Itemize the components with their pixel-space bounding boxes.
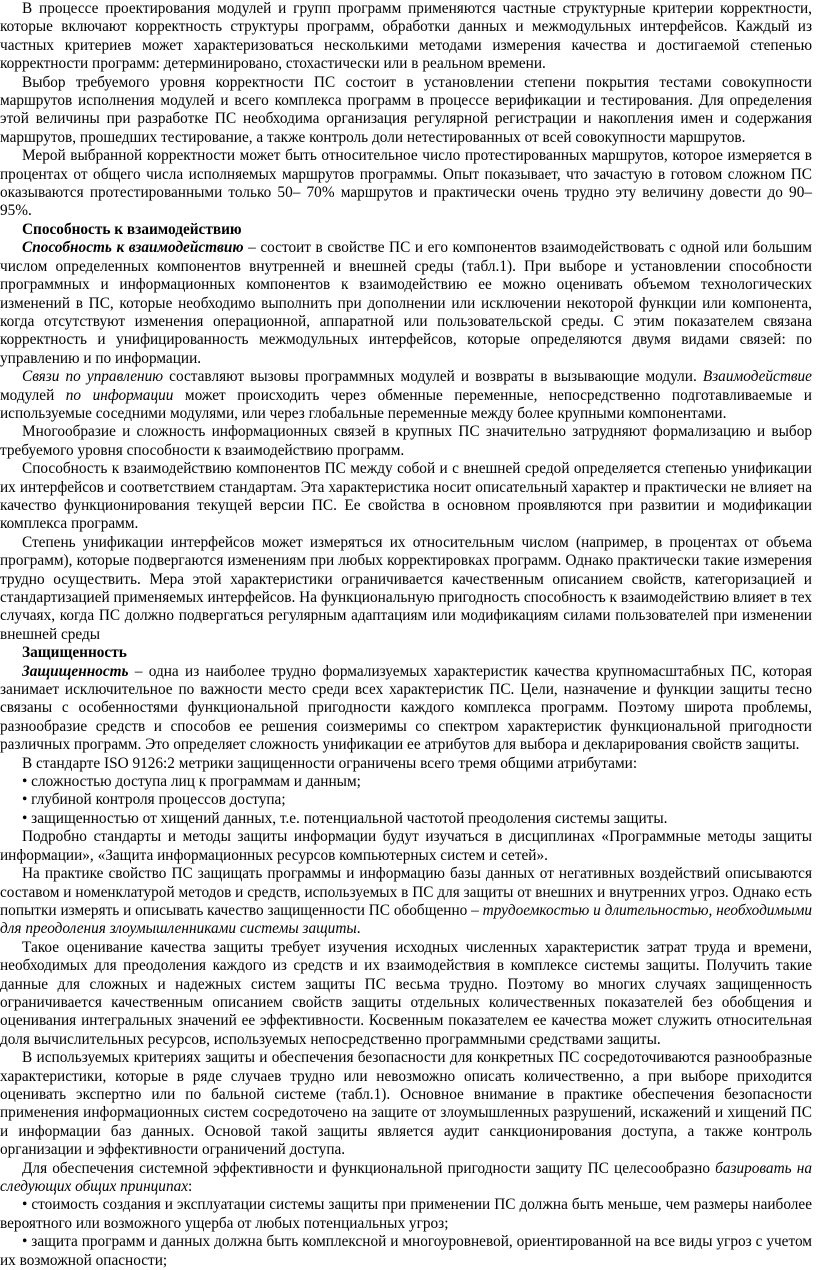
paragraph-security-practice-text: На практике свойство ПС защищать программы и информацию базы данных от негативных воздействий описываются составом и номенклатурой методов и средств, используемых в ПС для защиты от внешних и внутренних угроз. Однако есть попытки измерять и описывать качество защищенности ПС обобщенно – xyxy=(0,865,812,919)
term-interaction-word: Взаимодействие xyxy=(702,368,812,386)
term-interaction: Способность к взаимодействию xyxy=(22,239,244,257)
list-item: • защищенностью от хищений данных, т.е. потенциальной частотой преодоления системы защиты. xyxy=(22,809,668,827)
paragraph-correctness-measure: Мерой выбранной корректности может быть относительное число протестированных маршрутов, которое измеряется в процентах от общего числа исполняемых маршрутов программы. Опыт показывает, что зачастую в готовом сложном ПС оказываются протестированными только 50– 70% маршрутов и практически очень трудно эту величину довести до 90– 95%. xyxy=(0,147,812,220)
paragraph-security-practice xyxy=(0,865,812,939)
paragraph-information-links: Многообразие и сложность информационных связей в крупных ПС значительно затрудняют формализацию и выбор требуемого уровня способности к взаимодействию программ. xyxy=(0,423,812,459)
paragraph-security-definition-text: – одна из наиболее трудно формализуемых характеристик качества крупномасштабных ПС, которая занимает исключительное по важности место среди всех характеристик ПС. Цели, назначение и функции защиты тесно связаны с особенностями функциональной пригодности каждого комплекса программ. Поэтому широта проблемы, разнообразие средств и способов ее решения соизмеримы со спектром характеристик функциональной пригодности различных программ. Это определяет сложность унификации ее атрибутов для выбора и декларирования свойств защиты. xyxy=(0,662,812,754)
list-item: • сложностью доступа лиц к программам и данным; xyxy=(22,773,361,791)
paragraph-security-principles xyxy=(0,1160,812,1197)
paragraph-control-links-text-3: может происходить через обменные переменные, непосредственно подготавливаемые и используемые соседними модулями, или через глобальные переменные между более крупными компонентами. xyxy=(0,386,812,422)
paragraph-security-principles-text: Для обеспечения системной эффективности и функциональной пригодности защиту ПС целесообразно xyxy=(22,1159,716,1177)
paragraph-security-definition xyxy=(0,663,812,755)
paragraph-security-criteria: В используемых критериях защиты и обеспечения безопасности для конкретных ПС сосредоточиваются разнообразные характеристики, которые в ряде случаев трудно или невозможно описать количественно, а при выборе приходится оценивать экспертно или по бальной системе (табл.1). Основное внимание в практике обеспечения безопасности применения информационных систем сосредоточено на защите от злоумышленных разрушений, искажений и хищений ПС и информации баз данных. Основой такой защиты является аудит санкционирования доступа, а также контроль организации и эффективности ограничений доступа. xyxy=(0,1049,812,1159)
heading-interaction: Способность к взаимодействию xyxy=(22,220,242,238)
term-security: Защищенность xyxy=(22,662,129,680)
term-general-principles: базировать на следующих общих принципах xyxy=(0,1159,812,1195)
paragraph-unification-degree: Степень унификации интерфейсов может измеряться их относительным числом (например, в процентах от объема программ), которые подвергаются изменениям при любых корректировках программ. Однако практически такие измерения трудно осуществить. Мера этой характеристики ограничивается качественным описанием свойств, категоризацией и стандартизацией применяемых интерфейсов. На функциональную пригодность способность к взаимодействию влияет в тех случаях, когда ПС должно подвергаться регулярным адаптациям или модификациям силами пользователей при изменении внешней среды xyxy=(0,533,812,643)
term-effort-duration: трудоемкостью и длительностью, необходимыми для преодоления злоумышленниками системы защиты xyxy=(0,901,812,938)
paragraph-security-evaluation: Такое оценивание качества защиты требует изучения исходных численных характеристик затрат труда и времени, необходимых для преодоления каждого из средств и их взаимодействия в комплексе системы защиты. Получить такие данные для сложных и надежных систем защиты ПС весьма трудно. Поэтому во многих случаях защищенность ограничивается качественным описанием свойств защиты отдельных количественных показателей без обобщения и оценивания интегральных значений ее эффективности. Косвенным показателем ее качества может служить относительная доля вычислительных ресурсов, используемых непосредственно программными средствами защиты. xyxy=(0,938,812,1048)
paragraph-correctness-criteria: В процессе проектирования модулей и групп программ применяются частные структурные критерии корректности, которые включают корректность структуры программ, обработки данных и межмодульных интерфейсов. Каждый из частных критериев может характеризоваться несколькими методами измерения качества и достигаемой степенью корректности программ: детерминировано, стохастически или в реальном времени. xyxy=(0,0,812,73)
heading-security: Защищенность xyxy=(22,644,127,662)
paragraph-security-principles-end: : xyxy=(188,1178,193,1195)
paragraph-interaction-definition-text: – состоит в свойстве ПС и его компонентов взаимодействовать с одной или большим числом определенных компонентов внутренней и внешней среды (табл.1). При выборе и установлении способности программных и информационных компонентов к взаимодействию ее можно оценивать объемом технологических изменений в ПС, которые необходимо выполнить при дополнении или исключении некоторой функции или компонента, когда отсутствуют изменения операционной, аппаратной или пользовательской среды. С этим показателем связана корректность и унифицированность межмодульных интерфейсов, которые определяются двумя видами связей: по управлению и по информации. xyxy=(0,239,812,367)
paragraph-interface-unification: Способность к взаимодействию компонентов ПС между собой и с внешней средой определяется степенью унификации их интерфейсов и соответствием стандартам. Эта характеристика носит описательный характер и практически не влияет на качество функционирования текущей версии ПС. Ее свойства в основном проявляются при развитии и модификации комплекса программ. xyxy=(0,460,812,533)
list-item: • защита программ и данных должна быть комплексной и многоуровневой, ориентированной на все виды угроз с учетом их возможной опасности; xyxy=(0,1233,812,1269)
paragraph-control-links-text-2: модулей xyxy=(0,386,66,404)
list-item: • глубиной контроля процессов доступа; xyxy=(22,791,286,809)
term-by-information: по информации xyxy=(65,386,174,404)
paragraph-iso-standard: В стандарте ISO 9126:2 метрики защищенности ограничены всего тремя общими атрибутами: xyxy=(22,754,638,772)
paragraph-disciplines: Подробно стандарты и методы защиты информации будут изучаться в дисциплинах «Программные методы защиты информации», «Защита информационных ресурсов компьютерных систем и сетей». xyxy=(0,828,812,864)
paragraph-interaction-definition xyxy=(0,239,812,368)
list-item: • стоимость создания и эксплуатации системы защиты при применении ПС должна быть меньше, чем размеры наиболее вероятного или возможного ущерба от любых потенциальных угроз; xyxy=(0,1196,812,1232)
paragraph-security-practice-end: . xyxy=(356,920,361,938)
term-control-links: Связи по управлению xyxy=(22,368,164,386)
paragraph-correctness-level: Выбор требуемого уровня корректности ПС состоит в установлении степени покрытия тестами совокупности маршрутов исполнения модулей и всего комплекса программ в процессе верификации и тестирования. Для определения этой величины при разработке ПС необходима организация регулярной регистрации и накопления имен и содержания маршрутов, прошедших тестирование, а также контроль доли нетестированных от всей совокупности маршрутов. xyxy=(0,73,812,146)
paragraph-control-links-text-1: составляют вызовы программных модулей и возвраты в вызывающие модули. xyxy=(163,368,703,386)
paragraph-control-links xyxy=(0,368,812,423)
